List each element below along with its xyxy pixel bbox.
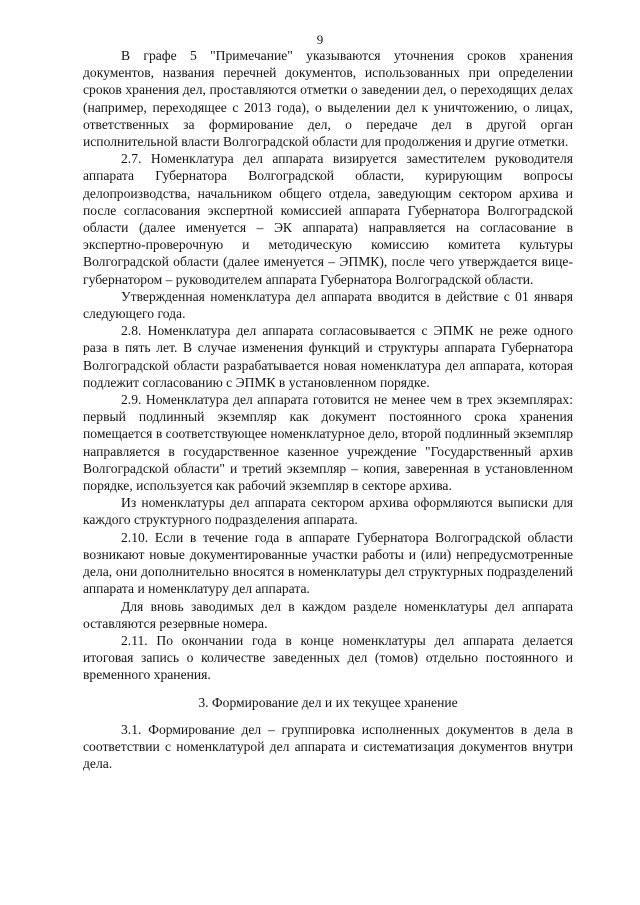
paragraph-extracts: Из номенклатуры дел аппарата сектором архива оформляются выписки для каждого структурного подразделения аппарата. <box>83 495 573 528</box>
section-heading: 3. Формирование дел и их текущее хранение <box>198 694 458 710</box>
paragraph-approved-nomenclature: Утвержденная номенклатура дел аппарата вводится в действие с 01 января следующего года. <box>83 288 573 322</box>
paragraph-2-7: 2.7. Номенклатура дел аппарата визируется заместителем руководителя аппарата Губернатора Волгоградской области, курирующим вопросы делопроизводства, начальником общего отдела, заведующим сектором архива и после согласования экспертной комиссией аппарата Губернатора Волгоградской области (далее именуется – ЭК аппарата) направляется на согласование в экспертно-проверочную и методическую комиссию комитета культуры Волгоградской области (далее именуется – ЭПМК), после чего утверждается вице-губернатором – руководителем аппарата Губернатора Волгоградской области. <box>83 151 573 287</box>
paragraph-2-9: 2.9. Номенклатура дел аппарата готовится не менее чем в трех экземплярах: первый подлинный экземпляр как документ постоянного срока хранения помещается в соответствующее номенклатурное дело, второй подлинный экземпляр направляется в государственное казенное учреждение "Государственный архив Волгоградской области" и третий экземпляр – копия, заверенная в установленном порядке, используется как рабочий экземпляр в секторе архива. <box>83 392 573 494</box>
page-number: 9 <box>316 32 324 47</box>
paragraph-3-1: 3.1. Формирование дел – группировка исполненных документов в дела в соответствии с номенклатурой дел аппарата и систематизация документов внутри дела. <box>83 721 573 772</box>
paragraph-2-11: 2.11. По окончании года в конце номенклатуры дел аппарата делается итоговая запись о количестве заведенных дел (томов) отдельно постоянного и временного хранения. <box>83 632 573 683</box>
paragraph-2-10: 2.10. Если в течение года в аппарате Губернатора Волгоградской области возникают новые документированные участки работы и (или) непредусмотренные дела, они дополнительно вносятся в номенклатуры дел структурных подразделений аппарата и номенклатуру дел аппарата. <box>83 529 573 597</box>
paragraph-2-8: 2.8. Номенклатура дел аппарата согласовывается с ЭПМК не реже одного раза в пять лет. В случае изменения функций и структуры аппарата Губернатора Волгоградской области разрабатывается новая номенклатура дел аппарата, которая подлежит согласованию с ЭПМК в установленном порядке. <box>83 323 573 390</box>
paragraph-column5-note: В графе 5 "Примечание" указываются уточнения сроков хранения документов, названия перечней документов, использованных при определении сроков хранения дел, проставляются отметки о заведении дел, о переходящих делах (например, переходящее с 2013 года), о выделении дел к уничтожению, о лицах, ответственных за формирование дел, о передаче дел в другой орган исполнительной власти Волгоградской области для продолжения и другие отметки. <box>83 48 573 150</box>
paragraph-reserve-numbers: Для вновь заводимых дел в каждом разделе номенклатуры дел аппарата оставляются резервные номера. <box>83 598 573 631</box>
document-body <box>83 47 573 772</box>
